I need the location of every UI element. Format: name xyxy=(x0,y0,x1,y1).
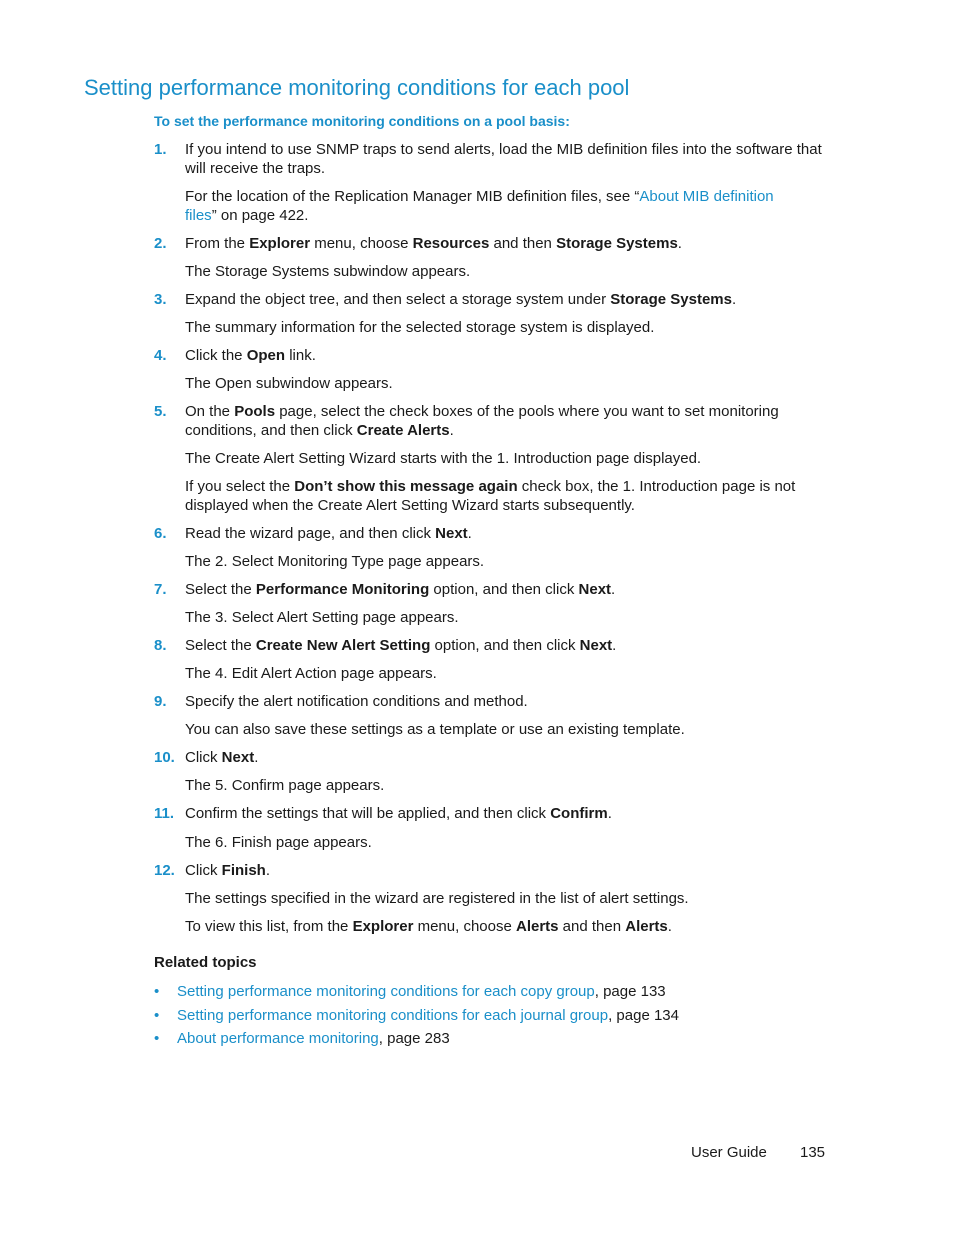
step-text: Confirm the settings that will be applied, and then click Confirm. xyxy=(185,805,612,822)
step-note: displayed when the Create Alert Setting Wizard starts subsequently. xyxy=(185,497,635,514)
step-number: 5. xyxy=(154,403,167,420)
step-text: Click Next. xyxy=(185,749,259,766)
step-text: Select the Performance Monitoring option, and then click Next. xyxy=(185,581,616,598)
step-text: Expand the object tree, and then select a storage system under Storage Systems. xyxy=(185,291,737,308)
step-number: 7. xyxy=(154,581,167,598)
related-topics-heading: Related topics xyxy=(154,954,257,971)
step-text: conditions, and then click Create Alerts. xyxy=(185,422,454,439)
about-mib-link[interactable]: About MIB definition xyxy=(639,188,774,205)
step-text: Specify the alert notification conditions and method. xyxy=(185,693,528,710)
step-number: 9. xyxy=(154,693,167,710)
step-text: will receive the traps. xyxy=(185,160,326,177)
step-number: 11. xyxy=(154,805,175,822)
procedure-heading: To set the performance monitoring conditions on a pool basis: xyxy=(154,113,570,129)
step-result: The 2. Select Monitoring Type page appears. xyxy=(185,553,485,570)
step-number: 12. xyxy=(154,862,175,879)
step-note: To view this list, from the Explorer menu, choose Alerts and then Alerts. xyxy=(185,918,672,935)
step-number: 1. xyxy=(154,141,167,158)
step-text: On the Pools page, select the check boxes of the pools where you want to set monitoring xyxy=(185,403,779,420)
step-number: 2. xyxy=(154,235,167,252)
step-number: 3. xyxy=(154,291,167,308)
step-note: If you select the Don’t show this message again check box, the 1. Introduction page is not xyxy=(185,478,796,495)
step-text: Select the Create New Alert Setting option, and then click Next. xyxy=(185,637,617,654)
footer-label: User Guide xyxy=(691,1144,767,1161)
related-item: About performance monitoring, page 283 xyxy=(177,1030,450,1047)
related-link-copy-group[interactable]: Setting performance monitoring conditions for each copy group xyxy=(177,983,595,1000)
step-result: The summary information for the selected storage system is displayed. xyxy=(185,319,655,336)
step-result: files” on page 422. xyxy=(185,207,309,224)
step-result: The Create Alert Setting Wizard starts with the 1. Introduction page displayed. xyxy=(185,450,702,467)
related-link-performance-monitoring[interactable]: About performance monitoring xyxy=(177,1030,379,1047)
page-number: 135 xyxy=(800,1144,826,1161)
bullet-icon: • xyxy=(154,1007,160,1024)
step-number: 4. xyxy=(154,347,167,364)
step-result: For the location of the Replication Manager MIB definition files, see “About MIB definition xyxy=(185,188,774,205)
bullet-icon: • xyxy=(154,983,160,1000)
step-result: The Open subwindow appears. xyxy=(185,375,393,392)
step-text: Click the Open link. xyxy=(185,347,316,364)
step-number: 8. xyxy=(154,637,167,654)
step-result: The 3. Select Alert Setting page appears. xyxy=(185,609,459,626)
step-result: The Storage Systems subwindow appears. xyxy=(185,263,471,280)
about-mib-link-cont[interactable]: files xyxy=(185,207,212,224)
related-item: Setting performance monitoring conditions for each journal group, page 134 xyxy=(177,1007,679,1024)
step-number: 10. xyxy=(154,749,175,766)
step-text: From the Explorer menu, choose Resources and then Storage Systems. xyxy=(185,235,682,252)
step-result: The 5. Confirm page appears. xyxy=(185,777,385,794)
page-title: Setting performance monitoring conditions for each pool xyxy=(84,75,630,100)
bullet-icon: • xyxy=(154,1030,160,1047)
step-text: If you intend to use SNMP traps to send alerts, load the MIB definition files into the software that xyxy=(185,141,822,158)
step-result: The 6. Finish page appears. xyxy=(185,834,372,851)
step-result: You can also save these settings as a template or use an existing template. xyxy=(185,721,685,738)
related-item: Setting performance monitoring conditions for each copy group, page 133 xyxy=(177,983,666,1000)
step-number: 6. xyxy=(154,525,167,542)
step-text: Click Finish. xyxy=(185,862,271,879)
step-result: The settings specified in the wizard are registered in the list of alert settings. xyxy=(185,890,689,907)
step-text: Read the wizard page, and then click Next. xyxy=(185,525,472,542)
related-link-journal-group[interactable]: Setting performance monitoring conditions for each journal group xyxy=(177,1007,609,1024)
step-result: The 4. Edit Alert Action page appears. xyxy=(185,665,437,682)
